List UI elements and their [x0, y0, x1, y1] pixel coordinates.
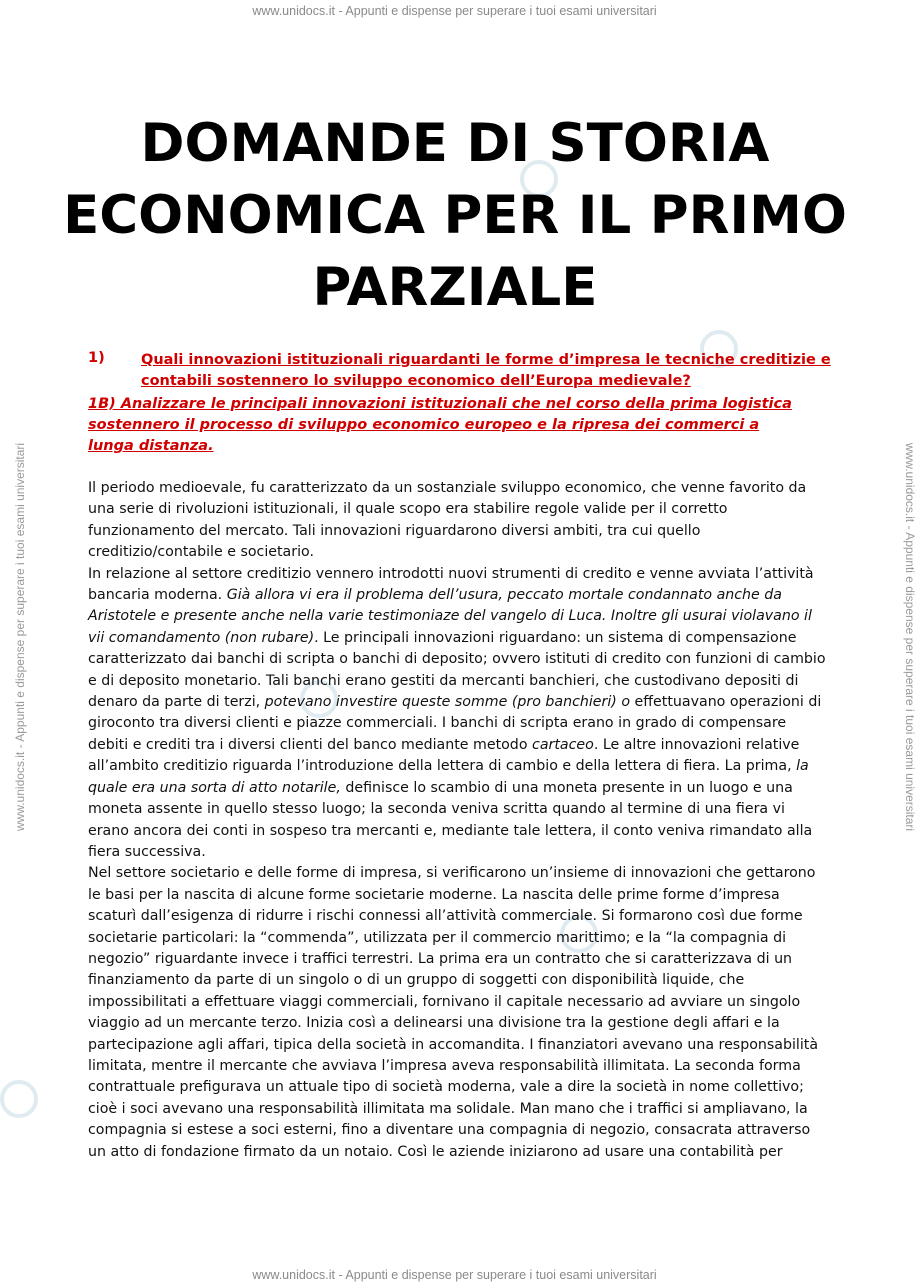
paragraph: Il periodo medioevale, fu caratterizzato da un sostanziale sviluppo economico, che venne favorito da una serie di rivoluzioni istituzionali, il quale scopo era stabilire regole valide per il corretto funzionamento del mercato. Tali innovazioni riguardarono diversi ambiti, tra cui quello creditizio/contabile e societario. [88, 480, 807, 561]
text-run: In relazione al settore creditizio vennero introdotti nuovi strumenti di credito e venne avviata l’attività bancaria moderna. [88, 565, 814, 604]
italic-run: Già allora vi era il problema dell’usura, peccato mortale condannato anche da Aristotele e presente anche nella varie testimoniaze del vangelo di Luca. Inoltre gli usurai violavano il vii comandamento (non rubare) [88, 587, 812, 646]
document-title: DOMANDE DI STORIA ECONOMICA PER IL PRIMO PARZIALE [63, 113, 847, 318]
text-run: . Le principali innovazioni riguardano: un sistema di compensazione caratterizzato dai banchi di scripta o banchi di deposito; ovvero istituti di credito con funzioni di cambio e di deposito monetario. Tali banchi erano gestiti da mercanti banchieri, che custodivano depositi di denaro da parte di terzi, [88, 629, 826, 711]
question-text: Quali innovazioni istituzionali riguardanti le forme d’impresa le tecniche creditizie e contabili sostennero lo sviluppo economico dell’Europa medievale? [141, 352, 831, 389]
italic-run: la quale era una sorta di atto notarile, [88, 758, 809, 796]
answer-body [88, 478, 828, 1163]
italic-run: potevano investire queste somme (pro banchieri) o [264, 694, 631, 711]
question-variant-text: 1B) Analizzare le principali innovazioni istituzionali che nel corso della prima logistica sostennero il processo di sviluppo economico europeo e la ripresa dei commerci a lunga distanza. [88, 396, 792, 454]
watermark-header: www.unidocs.it - Appunti e dispense per superare i tuoi esami universitari [252, 4, 657, 18]
question-number: 1) [88, 350, 105, 366]
watermark-footer: www.unidocs.it - Appunti e dispense per superare i tuoi esami universitari [252, 1268, 657, 1282]
paragraph: Nel settore societario e delle forme di impresa, si verificarono un’insieme di innovazioni che gettarono le basi per la nascita di alcune forme societarie moderne. La nascita delle prime forme d’impresa scaturì dall’esigenza di ridurre i rischi connessi all’attività commerciale. Si formarono così due forme societarie particolari: la “commenda”, utilizzata per il commercio marittimo; e la “la compagnia di negozio” riguardante invece i traffici terrestri. La prima era un contratto che si caratterizzava di un finanziamento da parte di un singolo o di un gruppo di soggetti con disponibilità liquide, che impossibilitati a effettuare viaggi commerciali, fornivano il capitale necessario ad avviare un singolo viaggio ad un mercante terzo. Inizia così a delinearsi una divisione tra la gestione degli affari e la partecipazione agli affari, tipica della società in accomandita. I finanziatori avevano una responsabilità limitata, mentre il mercante che avviava l’impresa aveva responsabilità illimitata. La seconda forma contrattuale prefigurava un attuale tipo di società moderna, vale a dire la società in nome collettivo; cioè i soci avevano una responsabilità illimitata ma solidale. Man mano che i traffici si ampliavano, la compagnia si estese a soci esterni, fino a diventare una compagnia di negozio, consacrata attraverso un atto di fondazione firmato da un notaio. Così le aziende iniziarono ad usare una contabilità per [88, 865, 819, 1160]
text-run: definisce lo scambio di una moneta presente in un luogo e una moneta assente in quello stesso luogo; la seconda veniva scritta quando al termine di una fiera vi erano ancora dei conti in sospeso tra mercanti e, mediante tale lettera, il conto veniva rimandato alla fiera successiva. [88, 779, 813, 860]
text-run: effettuavano operazioni di giroconto tra diversi clienti e piazze commerciali. I banchi di scripta erano in grado di compensare debiti e crediti tra i diversi clienti del banco mediante metodo [88, 694, 822, 753]
italic-run: cartaceo [532, 736, 594, 753]
paragraph [88, 564, 828, 864]
watermark-side-right: www.unidocs.it - Appunti e dispense per superare i tuoi esami universitari [903, 442, 917, 832]
watermark-side-left: www.unidocs.it - Appunti e dispense per superare i tuoi esami universitari [13, 442, 27, 832]
watermark-logo-icon [0, 1080, 38, 1118]
text-run: . Le altre innovazioni relative all’ambito creditizio riguarda l’introduzione della lettera di cambio e della lettera di fiera. La prima, [88, 736, 800, 775]
